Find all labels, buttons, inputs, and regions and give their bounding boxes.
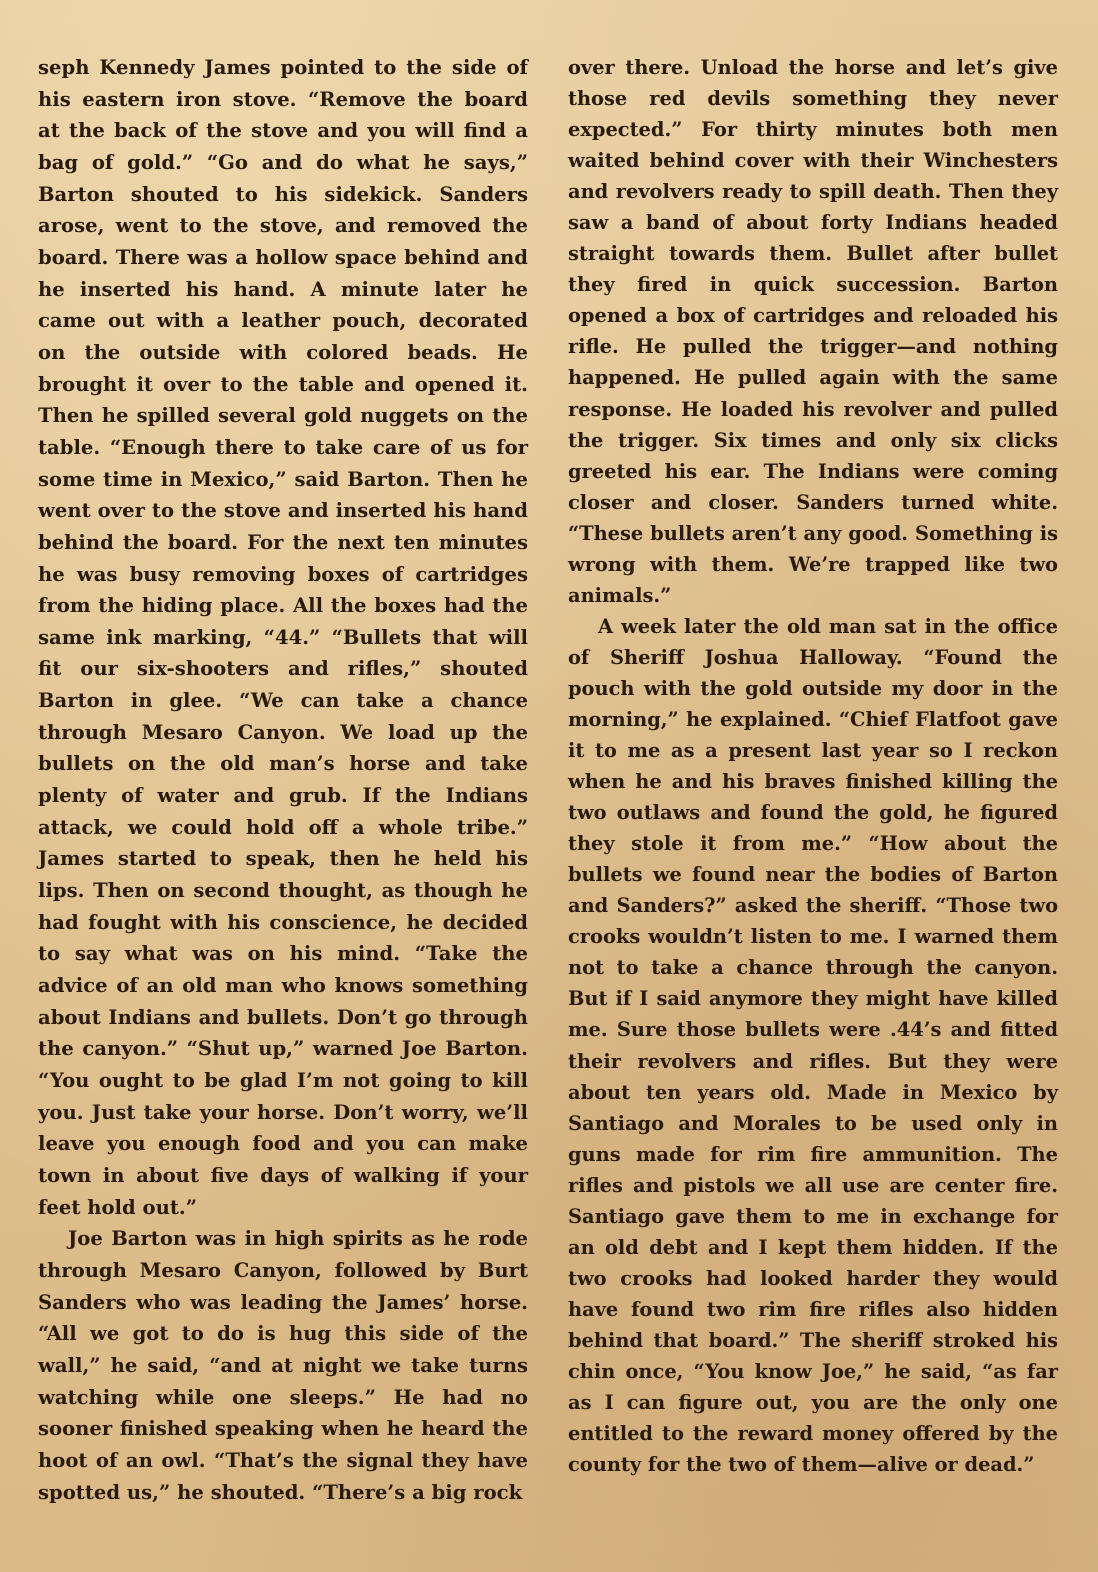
paragraph-indian-attack: over there. Unload the horse and let’s give those red devils something they never expected.” For thirty minutes both men waited behind cover with their Winchesters and revolvers ready to spill death. Then they saw a band of about forty Indians headed straight towards them. Bullet after bullet they fired in quick succession. Barton opened a box of cartridges and reloaded his rifle. He pulled the trigger—and nothing happened. He pulled again with the same response. He loaded his revolver and pulled the trigger. Six times and only six clicks greeted his ear. The Indians were coming closer and closer. Sanders turned white. “These bullets aren’t any good. Something is wrong with them. We’re trapped like two animals.”: [568, 56, 1058, 607]
paragraph-james-stove: seph Kennedy James pointed to the side of his eastern iron stove. “Remove the board at the back of the stove and you will find a bag of gold.” “Go and do what he says,” Barton shouted to his sidekick. Sanders arose, went to the stove, and removed the board. There was a hollow space behind and he inserted his hand. A minute later he came out with a leather pouch, decorated on the outside with colored beads. He brought it over to the table and opened it. Then he spilled several gold nuggets on the table. “Enough there to take care of us for some time in Mexico,” said Barton. Then he went over to the stove and inserted his hand behind the board. For the next ten minutes he was busy removing boxes of cartridges from the hiding place. All the boxes had the same ink marking, “44.” “Bullets that will fit our six-shooters and rifles,” shouted Barton in glee. “We can take a chance through Mesaro Canyon. We load up the bullets on the old man’s horse and take plenty of water and grub. If the Indians attack, we could hold off a whole tribe.” James started to speak, then he held his lips. Then on second thought, as though he had fought with his conscience, he decided to say what was on his mind. “Take the advice of an old man who knows something about Indians and bullets. Don’t go through the canyon.” “Shut up,” warned Joe Barton. “You ought to be glad I’m not going to kill you. Just take your horse. Don’t worry, we’ll leave you enough food and you can make town in about five days of walking if your feet hold out.”: [38, 56, 528, 1219]
paragraph-mesaro-canyon: Joe Barton was in high spirits as he rode through Mesaro Canyon, followed by Burt Sanders who was leading the James’ horse. “All we got to do is hug this side of the wall,” he said, “and at night we take turns watching while one sleeps.” He had no sooner finished speaking when he heard the hoot of an owl. “That’s the signal they have spotted us,” he shouted. “There’s a big rock: [38, 1227, 528, 1504]
right-column: [568, 52, 1058, 1480]
paragraph-sheriff-office: A week later the old man sat in the office of Sheriff Joshua Halloway. “Found the pouch with the gold outside my door in the morning,” he explained. “Chief Flatfoot gave it to me as a present last year so I reckon when he and his braves finished killing the two outlaws and found the gold, he figured they stole it from me.” “How about the bullets we found near the bodies of Barton and Sanders?” asked the sheriff. “Those two crooks wouldn’t listen to me. I warned them not to take a chance through the canyon. But if I said anymore they might have killed me. Sure those bullets were .44’s and fitted their revolvers and rifles. But they were about ten years old. Made in Mexico by Santiago and Morales to be used only in guns made for rim fire ammunition. The rifles and pistols we all use are center fire. Santiago gave them to me in exchange for an old debt and I kept them hidden. If the two crooks had looked harder they would have found two rim fire rifles also hidden behind that board.” The sheriff stroked his chin once, “You know Joe,” he said, “as far as I can figure out, you are the only one entitled to the reward money offered by the county for the two of them—alive or dead.”: [568, 614, 1058, 1477]
left-column: [38, 52, 528, 1508]
